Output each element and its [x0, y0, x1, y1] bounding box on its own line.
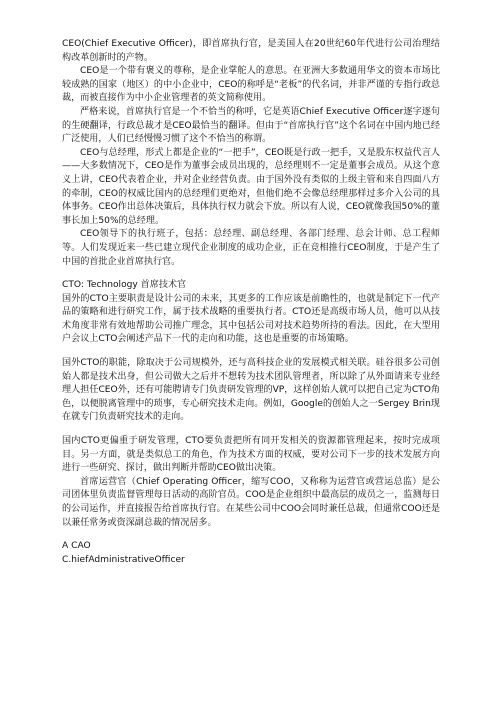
cto-foreign-role-paragraph: 国外的CTO主要职责是设计公司的未来，其更多的工作应该是前瞻性的，也就是制定下一代产品的策略和进行研究工作，属于技术战略的重要执行者。CTO还是高级市场人员，他可以从技术角度非常有效地帮助公司推广理念，其中包括公司对技术趋势所持的看法。因此，在大型用户会议上CTO会阐述产品下一代的走向和功能，这也是重要的市场策略。	[62, 293, 440, 345]
ceo-section	[62, 38, 440, 269]
ceo-translation-paragraph: 严格来说，首席执行官是一个不恰当的称呼，它是英语Chief Executive Officer逐字逐句的生硬翻译，行政总裁才是CEO最恰当的翻译。但由于“首席执行官”这个名词在中国内地已经广泛使用，人们已经慢慢习惯了这个不恰当的称谓。	[62, 106, 440, 145]
cto-section	[62, 279, 440, 476]
ceo-team-paragraph: CEO领导下的执行班子，包括：总经理、副总经理、各部门经理、总会计师、总工程师等。人们发现近来一些已建立现代企业制度的成功企业，正在竞相推行CEO制度，于是产生了中国的首批企业首席执行官。	[62, 229, 440, 267]
document-page	[62, 38, 440, 567]
cto-domestic-paragraph: 国内CTO更偏重于研发管理，CTO要负责把所有同开发相关的资源都管理起来，按时完成项目。另一方面，就是类似总工的角色，作为技术方面的权威，要对公司下一步的技术发展方向进行一些研究、探讨，做出判断并帮助CEO做出决策。	[62, 436, 440, 474]
ceo-definition-paragraph: CEO(Chief Executive Officer)，即首席执行官，是美国人在20世纪60年代进行公司治理结构改革创新时的产物。	[62, 39, 440, 63]
cto-functions-paragraph: 国外CTO的职能，除取决于公司规模外，还与高科技企业的发展模式相关联。硅谷很多公司创始人都是技术出身，但公司做大之后并不想转为技术团队管理者，所以除了从外面请来专业经理人担任CEO外，还有可能聘请专门负责研发管理的VP，这样创始人就可以把自己定为CTO角色，以便脱离管理中的琐事，专心研究技术走向。例如，Google的创始人之一Sergey Brin现在就专门负责研究技术的走向。	[62, 358, 440, 423]
coo-section	[62, 476, 440, 530]
ceo-title-paragraph: CEO是一个带有褒义的尊称，是企业掌舵人的意思。在亚洲大多数通用华文的资本市场比较成熟的国家（地区）的中小企业中，CEO的称呼是“老板”的代名词，并非严谨的专指行政总裁，而被直接作为中小企业管理者的英文简称使用。	[62, 66, 440, 104]
cto-heading: CTO: Technology 首席技术官	[62, 280, 187, 291]
coo-paragraph: 首席运营官（Chief Operating Officer，缩写COO，又称称为运营官或营运总监）是公司团体里负责监督管理每日活动的高阶官员。COO是企业组织中最高层的成员之一，监测每日的公司运作，并直接报告给首席执行官。在某些公司中COO会同时兼任总裁，但通常COO还是以兼任常务或资深副总裁的情况居多。	[62, 476, 440, 528]
ceo-vs-gm-paragraph: CEO与总经理，形式上都是企业的“一把手”，CEO既是行政一把手，又是股东权益代言人——大多数情况下，CEO是作为董事会成员出现的，总经理则不一定是董事会成员。从这个意义上讲，CEO代表着企业，并对企业经营负责。由于国外没有类似的上级主管和来自四面八方的牵制，CEO的权威比国内的总经理们更绝对，但他们绝不会像总经理那样过多介入公司的具体事务。CEO作出总体决策后，具体执行权力就会下放。所以有人说，CEO就像我国50%的董事长加上50%的总经理。	[62, 147, 440, 226]
cao-heading: A CAO	[62, 541, 91, 552]
cao-section	[62, 540, 440, 567]
cao-fullname: C.hiefAdministrativeOfficer	[62, 554, 185, 565]
